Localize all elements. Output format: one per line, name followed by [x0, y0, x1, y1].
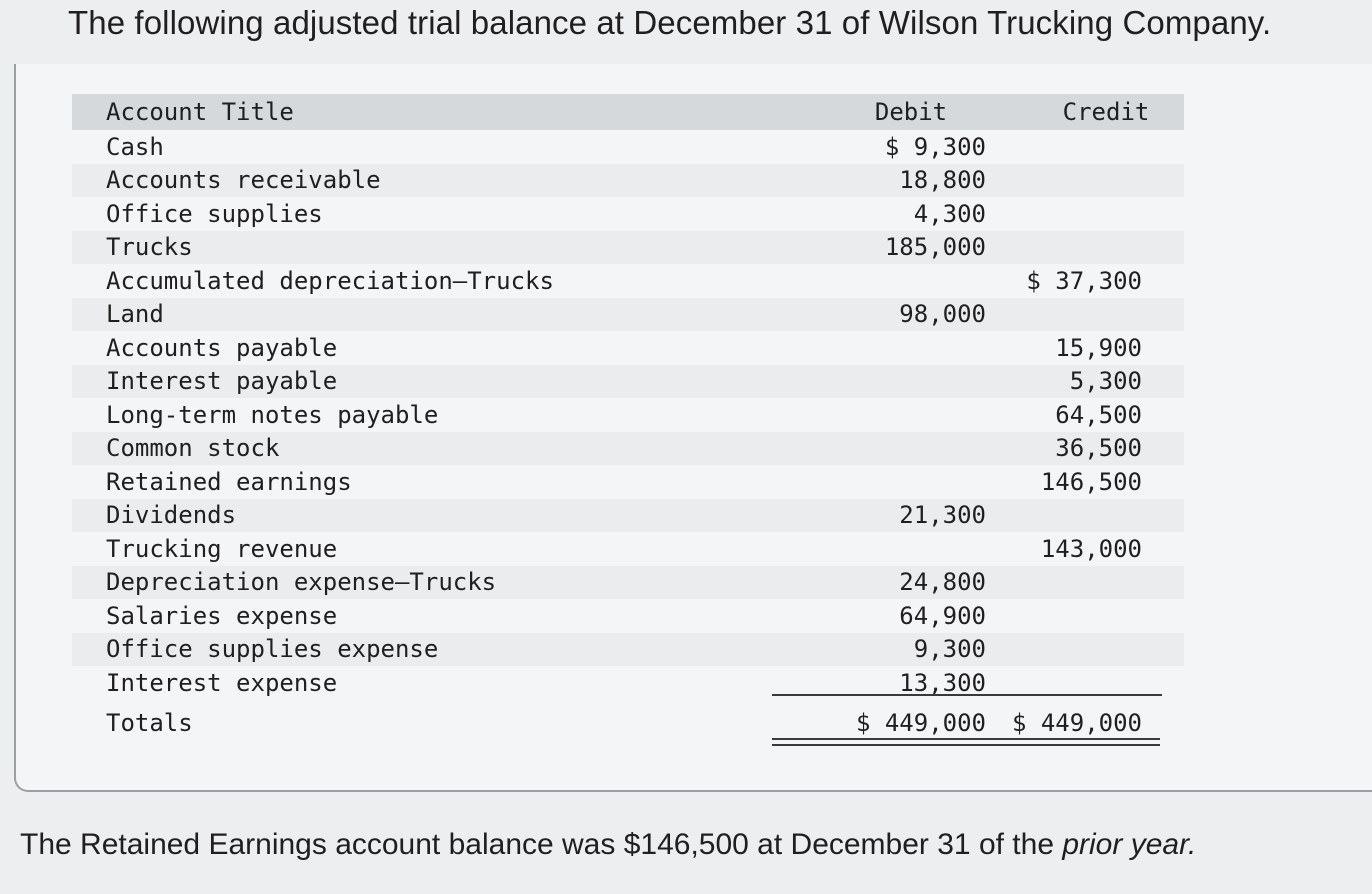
credit-cell: 143,000: [1040, 534, 1142, 563]
table-row: [72, 197, 1184, 231]
totals-debit: $ 449,000: [855, 708, 986, 737]
debit-cell: 24,800: [899, 568, 986, 597]
account-title-cell: Interest payable: [106, 367, 338, 396]
account-title-cell: Dividends: [106, 501, 237, 530]
table-row: [72, 264, 1184, 298]
account-title-cell: Depreciation expense–Trucks: [106, 568, 497, 597]
trial-balance-table: [72, 94, 1184, 746]
footer-emphasis: prior year.: [1062, 828, 1197, 861]
table-row: [72, 231, 1184, 265]
credit-cell: 36,500: [1055, 434, 1142, 463]
double-total-rule: [772, 738, 1160, 746]
debit-cell: 185,000: [884, 233, 986, 262]
debit-cell: 9,300: [913, 635, 986, 664]
account-title-cell: Accumulated depreciation–Trucks: [106, 266, 554, 295]
account-title-cell: Common stock: [106, 434, 280, 463]
header-debit: Debit: [874, 98, 948, 126]
totals-credit: $ 449,000: [1011, 708, 1142, 737]
credit-cell: 146,500: [1040, 467, 1142, 496]
account-title-cell: Retained earnings: [106, 467, 352, 496]
table-row: [72, 365, 1184, 399]
table-row: [72, 599, 1184, 633]
table-row: [72, 532, 1184, 566]
account-title-cell: Long-term notes payable: [106, 400, 439, 429]
header-credit: Credit: [1062, 98, 1150, 126]
totals-label: Totals: [106, 708, 193, 737]
account-title-cell: Cash: [106, 132, 164, 161]
debit-cell: 64,900: [899, 601, 986, 630]
table-row: [72, 566, 1184, 600]
account-title-cell: Office supplies: [106, 199, 323, 228]
table-body: [72, 130, 1184, 700]
table-row: [72, 465, 1184, 499]
account-title-cell: Land: [106, 300, 164, 329]
table-row: [72, 298, 1184, 332]
debit-cell: 4,300: [913, 199, 986, 228]
credit-cell: 5,300: [1069, 367, 1142, 396]
table-row: [72, 633, 1184, 667]
table-header-row: [72, 94, 1184, 130]
table-row: [72, 331, 1184, 365]
debit-cell: 21,300: [899, 501, 986, 530]
account-title-cell: Accounts payable: [106, 333, 338, 362]
account-title-cell: Office supplies expense: [106, 635, 439, 664]
table-row: [72, 130, 1184, 164]
account-title-cell: Trucking revenue: [106, 534, 338, 563]
debit-cell: 98,000: [899, 300, 986, 329]
page-heading: The following adjusted trial balance at December 31 of Wilson Trucking Company.: [68, 4, 1272, 41]
account-title-cell: Trucks: [106, 233, 193, 262]
debit-cell: $ 9,300: [884, 132, 986, 161]
debit-cell: 18,800: [899, 166, 986, 195]
credit-cell: 64,500: [1055, 400, 1142, 429]
account-title-cell: Accounts receivable: [106, 166, 381, 195]
table-row: [72, 398, 1184, 432]
table-row: [72, 499, 1184, 533]
footer-text: The Retained Earnings account balance was $146,500 at December 31 of the: [20, 828, 1063, 861]
footer-note: [20, 828, 1196, 862]
credit-cell: $ 37,300: [1026, 266, 1142, 295]
table-row: [72, 432, 1184, 466]
credit-cell: 15,900: [1055, 333, 1142, 362]
header-account-title: Account Title: [106, 98, 294, 126]
subtotal-rule: [772, 694, 1162, 696]
debit-cell: 13,300: [899, 668, 986, 697]
account-title-cell: Interest expense: [106, 668, 338, 697]
table-row: [72, 164, 1184, 198]
account-title-cell: Salaries expense: [106, 601, 338, 630]
